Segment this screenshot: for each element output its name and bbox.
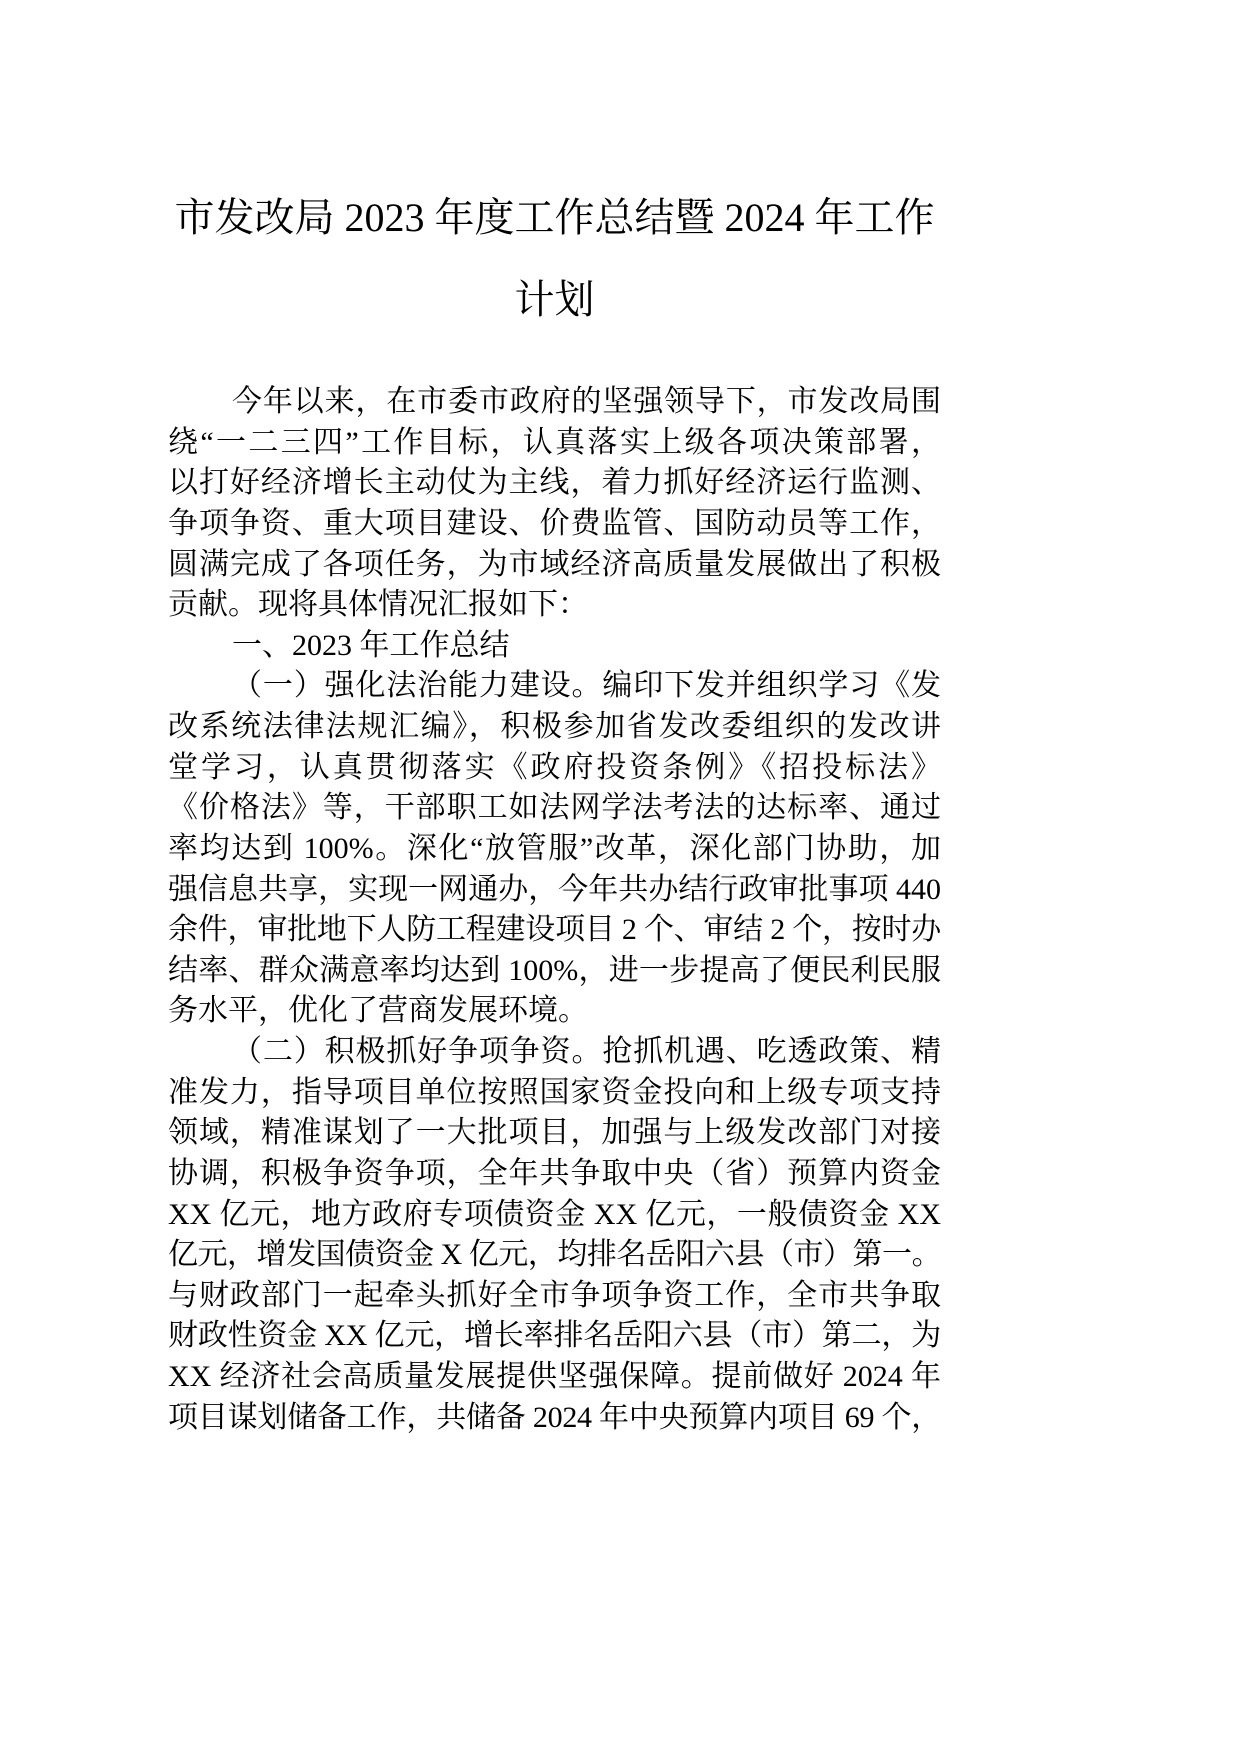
title-line: 计划: [514, 277, 595, 322]
text-line: （二）积极抓好争项争资。抢抓机遇、吃透政策、精: [232, 1035, 941, 1068]
intro-paragraph: [168, 382, 941, 626]
text-line: 亿元，增发国债资金 X 亿元，均排名岳阳六县（市）第一。: [168, 1238, 941, 1272]
text-line: 堂学习，认真贯彻落实《政府投资条例》《招投标法》: [168, 750, 941, 784]
body-paragraph: [168, 666, 941, 1032]
text-line: 准发力，指导项目单位按照国家资金投向和上级专项支持: [168, 1075, 941, 1109]
text-line: 余件，审批地下人防工程建设项目 2 个、审结 2 个，按时办: [168, 913, 941, 947]
text-line: 务水平，优化了营商发展环境。: [168, 994, 588, 1028]
text-line: 与财政部门一起牵头抓好全市争项争资工作，全市共争取: [168, 1278, 941, 1312]
document-body: [168, 382, 941, 1438]
title-line: 市发改局 2023 年度工作总结暨 2024 年工作: [174, 195, 935, 240]
text-line: 以打好经济增长主动仗为主线，着力抓好经济运行监测、: [168, 466, 941, 500]
text-line: 财政性资金 XX 亿元，增长率排名岳阳六县（市）第二，为: [168, 1319, 941, 1353]
text-line: （一）强化法治能力建设。编印下发并组织学习《发: [232, 669, 941, 703]
text-line: 结率、群众满意率均达到 100%，进一步提高了便民利民服: [168, 953, 941, 987]
text-line: 争项争资、重大项目建设、价费监管、国防动员等工作，: [168, 506, 941, 540]
text-line: 圆满完成了各项任务，为市域经济高质量发展做出了积极: [168, 547, 941, 581]
section-items: [168, 666, 941, 1438]
body-paragraph: [168, 1032, 941, 1438]
text-line: 率均达到 100%。深化“放管服”改革，深化部门协助，加: [168, 831, 941, 865]
text-line: 项目谋划储备工作，共储备 2024 年中央预算内项目 69 个，: [168, 1400, 941, 1434]
text-line: 今年以来，在市委市政府的坚强领导下，市发改局围: [232, 385, 941, 418]
text-line: 领域，精准谋划了一大批项目，加强与上级发改部门对接: [168, 1116, 941, 1150]
text-line: 改系统法律法规汇编》，积极参加省发改委组织的发改讲: [168, 710, 941, 743]
text-line: XX 亿元，地方政府专项债资金 XX 亿元，一般债资金 XX: [168, 1197, 941, 1231]
text-line: 贡献。现将具体情况汇报如下：: [168, 588, 588, 622]
text-line: 绕“一二三四”工作目标，认真落实上级各项决策部署，: [168, 425, 941, 459]
text-line: XX 经济社会高质量发展提供坚强保障。提前做好 2024 年: [168, 1360, 941, 1393]
text-line: 协调，积极争资争项，全年共争取中央（省）预算内资金: [168, 1156, 941, 1190]
text-line: 强信息共享，实现一网通办，今年共办结行政审批事项 440: [168, 872, 941, 906]
section-heading: 一、2023 年工作总结: [232, 628, 510, 662]
document-title: [168, 177, 941, 341]
text-line: 《价格法》等，干部职工如法网学法考法的达标率、通过: [168, 791, 941, 825]
